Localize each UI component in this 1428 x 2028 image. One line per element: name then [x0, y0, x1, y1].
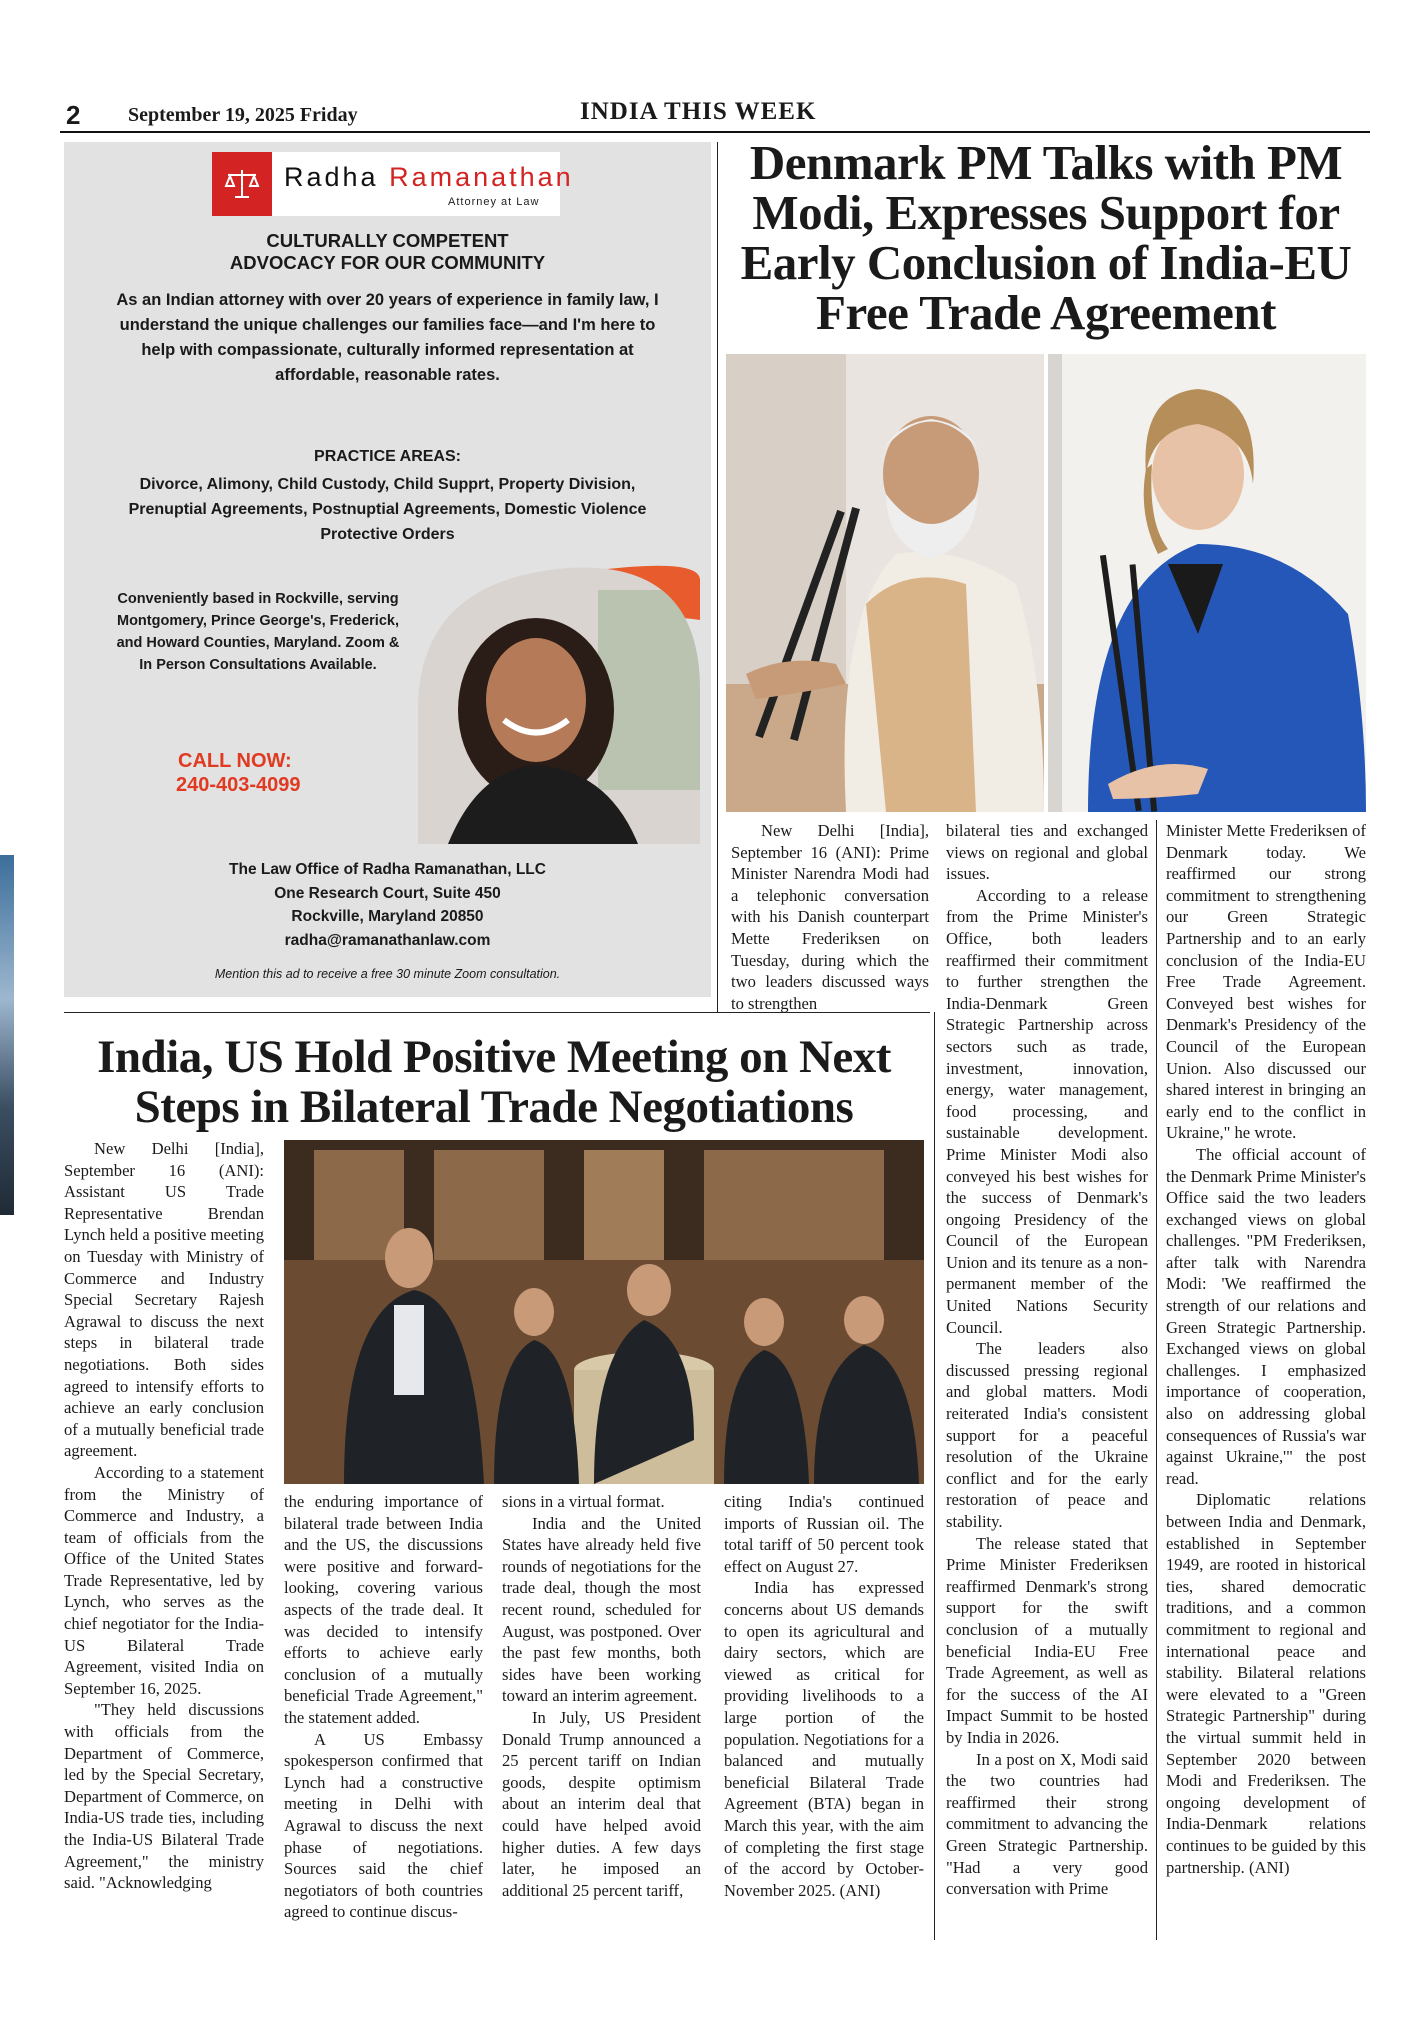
publication-name: INDIA THIS WEEK: [580, 98, 817, 125]
paragraph: bilateral ties and exchanged views on regional and global issues.: [946, 821, 1148, 884]
denmark-article-column-2: [946, 820, 1148, 1940]
frederiksen-photo: [1048, 354, 1366, 812]
paragraph: In July, US President Donald Trump announced a 25 percent tariff on Indian goods, despite optimism about an interim deal that could have helped avoid higher duties. A few days later, he imposed an additional 25 percent tariff,: [502, 1707, 701, 1900]
denmark-article-column-3: [1166, 820, 1366, 1940]
ad-location-text: Conveniently based in Rockville, serving Montgomery, Prince George's, Frederick, and Howard Counties, Maryland. Zoom & In Person Consultations Available.: [116, 591, 400, 673]
india-us-article-column-3: [502, 1491, 701, 1939]
phone-number[interactable]: 240-403-4099: [176, 774, 301, 796]
paragraph: citing India's continued imports of Russian oil. The total tariff of 50 percent took effect on August 27.: [724, 1492, 924, 1576]
paragraph: The leaders also discussed pressing regional and global matters. Modi reiterated India's consistent support for a peaceful resolution of the Ukraine conflict and for the early restoration of peace and stability.: [946, 1339, 1148, 1531]
denmark-article-column-1: [731, 820, 929, 1028]
denmark-article-headline: Denmark PM Talks with PM Modi, Expresses Support for Early Conclusion of India-EU Free Trade Agreement: [740, 135, 1352, 340]
page-number: 2: [66, 100, 81, 130]
ad-address-block: [64, 858, 711, 952]
ad-footnote: Mention this ad to receive a free 30 minute Zoom consultation.: [214, 967, 561, 981]
column-rule: [1156, 820, 1157, 1940]
paragraph: New Delhi [India], September 16 (ANI): Assistant US Trade Representative Brendan Lynch held a positive meeting on Tuesday with Ministry of Commerce and Industry Special Secretary Rajesh Agrawal to discuss the next steps in bilateral trade negotiations. Both sides agreed to intensify efforts to achieve an early conclusion of a mutually beneficial trade agreement.: [64, 1139, 264, 1461]
india-us-article-column-4: [724, 1491, 924, 1939]
adjacent-page-photo-strip: [0, 855, 14, 1215]
paragraph: "They held discussions with officials from the Department of Commerce, led by the Special Secretary, Department of Commerce, on India-US trade ties, including the India-US Bilateral Trade Agreement," the ministry said. "Acknowledging: [64, 1700, 264, 1893]
ad-headline: CULTURALLY COMPETENT ADVOCACY FOR OUR COMMUNITY: [229, 230, 546, 273]
paragraph: Minister Mette Frederiksen of Denmark today. We reaffirmed our strong commitment to strengthening our Green Strategic Partnership and to an early conclusion of the India-EU Free Trade Agreement. Conveyed best wishes for Denmark's Presidency of the Council of the European Union. Also discussed our shared interest in bringing an early end to the conflict in Ukraine," he wrote.: [1166, 821, 1366, 1143]
paragraph: the enduring importance of bilateral trade between India and the US, the discussions were positive and forward-looking, covering various aspects of the trade deal. It was decided to intensify efforts to achieve early conclusion of a mutually beneficial Trade Agreement," the statement added.: [284, 1492, 483, 1727]
attorney-portrait: [418, 560, 700, 844]
issue-date: September 19, 2025 Friday: [128, 104, 358, 126]
address-line-1: One Research Court, Suite 450: [274, 884, 501, 902]
call-now-label: CALL NOW:: [178, 750, 292, 772]
paragraph: New Delhi [India], September 16 (ANI): Prime Minister Narendra Modi had a telephonic conversation with his Danish counterpart Mette Frederiksen on Tuesday, during which the two leaders discussed ways to strengthen: [731, 821, 929, 1013]
paragraph: The official account of the Denmark Prime Minister's Office said the two leaders exchanged views on global challenges. "PM Frederiksen, after talk with Narendra Modi: 'We reaffirmed the strength of our relations and Green Strategic Partnership. Exchanged views on global challenges. I emphasized importance of cooperation, also on addressing global consequences of Russia's war against Ukraine,'" the post read.: [1166, 1144, 1366, 1488]
paragraph: India and the United States have already held five rounds of negotiations for the trade deal, though the most recent round, scheduled for August, was postponed. Over the past few months, both sides have been working toward an interim agreement.: [502, 1513, 701, 1706]
practice-areas-heading: PRACTICE AREAS:: [314, 448, 461, 465]
address-line-2: Rockville, Maryland 20850: [291, 908, 484, 925]
scales-of-justice-icon: [212, 152, 272, 216]
ad-logo: [212, 152, 574, 216]
india-us-article-headline: India, US Hold Positive Meeting on Next Steps in Bilateral Trade Negotiations: [97, 1031, 891, 1133]
paragraph: In a post on X, Modi said the two countries had reaffirmed their strong commitment to advancing the Green Strategic Partnership. "Had a very good conversation with Prime: [946, 1749, 1148, 1899]
trade-meeting-photo: [284, 1140, 924, 1484]
header-rule: [60, 131, 1370, 133]
india-us-article-column-1: [64, 1138, 264, 1938]
paragraph: A US Embassy spokesperson confirmed that Lynch had a constructive meeting in Delhi with Agrawal to discuss the next phase of negotiations. Sources said the chief negotiators of both countries agreed to continue discus-: [284, 1729, 483, 1922]
paragraph: sions in a virtual format.: [502, 1492, 665, 1511]
modi-photo: [726, 354, 1044, 812]
paragraph: According to a statement from the Ministry of Commerce and Industry, a team of officials from the Office of the United States Trade Representative, led by Lynch, who serves as the chief negotiator for the India-US Bilateral Trade Agreement, visited India on September 16, 2025.: [64, 1462, 264, 1698]
india-us-article-column-2: [284, 1491, 483, 1939]
practice-areas-list: Divorce, Alimony, Child Custody, Child Supprt, Property Division, Prenuptial Agreements, Postnuptial Agreements, Domestic Violence Protective Orders: [128, 476, 647, 543]
logo-first-name: Radha: [284, 162, 390, 192]
ad-body-text: As an Indian attorney with over 20 years of experience in family law, I understand the unique challenges our families face—and I'm here to help with compassionate, culturally informed representation at affordable, reasonable rates.: [116, 291, 659, 384]
law-office-advertisement: [64, 142, 711, 997]
column-rule: [717, 142, 718, 1012]
ad-logo-name: [284, 162, 574, 193]
email-link[interactable]: radha@ramanathanlaw.com: [284, 931, 491, 949]
column-rule: [934, 1012, 935, 1940]
paragraph: India has expressed concerns about US demands to open its agricultural and dairy sectors, which are viewed as critical for providing livelihoods to a large portion of the population. Negotiations for a balanced and mutually beneficial Bilateral Trade Agreement (BTA) began in March this year, with the aim of completing the first stage of the accord by October-November 2025. (ANI): [724, 1578, 924, 1900]
office-name: The Law Office of Radha Ramanathan, LLC: [229, 861, 546, 878]
paragraph: Diplomatic relations between India and Denmark, established in September 1949, are rooted in historical ties, shared democratic traditions, and a common commitment to regional and international peace and stability. Bilateral relations were elevated to a "Green Strategic Partnership" during the virtual summit held in September 2020 between Modi and Frederiksen. The ongoing development of India-Denmark relations continues to be guided by this partnership. (ANI): [1166, 1490, 1366, 1877]
logo-last-name: Ramanathan: [389, 162, 574, 192]
ad-logo-subtitle: Attorney at Law: [448, 196, 540, 208]
paragraph: The release stated that Prime Minister Frederiksen reaffirmed Denmark's strong support for the swift conclusion of a mutually beneficial India-EU Free Trade Agreement, as well as for the success of the AI Impact Summit to be hosted by India in 2026.: [946, 1533, 1148, 1747]
paragraph: According to a release from the Prime Minister's Office, both leaders reaffirmed their commitment to further strengthen the India-Denmark Green Strategic Partnership across sectors such as trade, investment, innovation, energy, water management, food processing, and sustainable development. Prime Minister Modi also conveyed his best wishes for the success of Denmark's ongoing Presidency of the Council of the European Union and its tenure as a non-permanent member of the United Nations Security Council.: [946, 885, 1148, 1337]
